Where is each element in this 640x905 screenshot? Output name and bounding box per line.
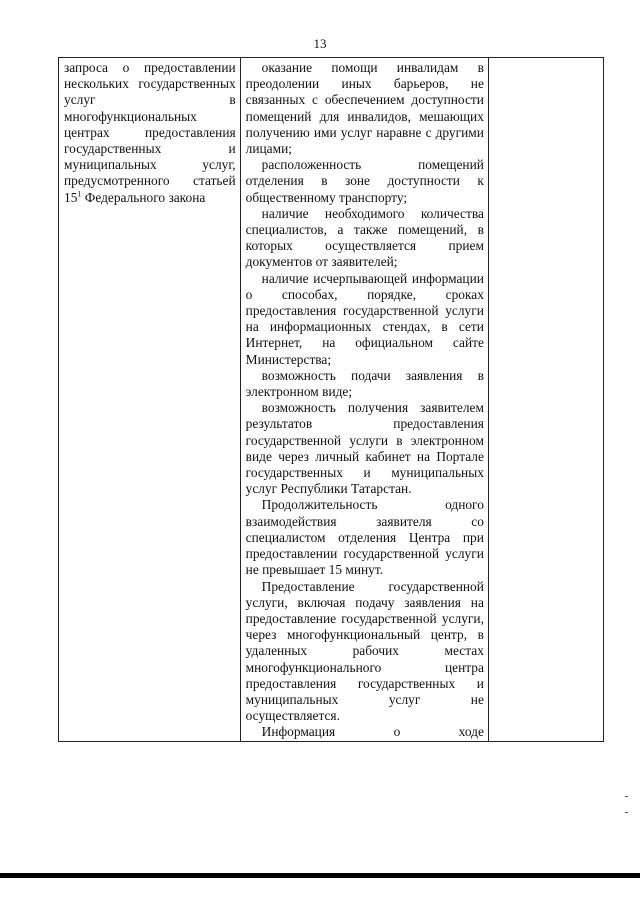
- scan-mark: [625, 812, 628, 813]
- paragraph: возможность получения заявителем результатов предоставления государственной услуги в электронном виде через личный кабинет на Портале государственных и муниципальных услуг Республики Татарстан.: [245, 400, 484, 497]
- page-number: 13: [313, 36, 327, 51]
- paragraph: наличие необходимого количества специалистов, а также помещений, в которых осуществляется прием документов от заявителей;: [245, 205, 484, 270]
- paragraph: оказание помощи инвалидам в преодолении иных барьеров, не связанных с обеспечением доступности помещений для инвалидов, мешающих получению ими услуг наравне с другими лицами;: [245, 60, 484, 157]
- superscript: 1: [77, 189, 82, 199]
- paragraph: Продолжительность одного взаимодействия заявителя со специалистом отделения Центра при предоставлении государственной услуги не превышает 15 минут.: [245, 497, 484, 578]
- scan-mark: [625, 796, 628, 797]
- table-cell-requirements: [240, 58, 488, 742]
- table-cell-document-name: [59, 58, 241, 742]
- paragraph: расположенность помещений отделения в зоне доступности к общественному транспорту;: [245, 157, 484, 205]
- col1-text: запроса о предоставлении нескольких государственных услуг в многофункциональных центрах предоставления государственных и муниципальных услуг, предусмотренного статьей 15: [64, 60, 236, 205]
- cell-text: [64, 60, 236, 206]
- paragraph: наличие исчерпывающей информации о способах, порядке, сроках предоставления государственной услуги на информационных стендах, в сети Интернет, на официальном сайте Министерства;: [245, 270, 484, 367]
- paragraph: Информация о ходе: [261, 724, 484, 740]
- requirements-text: [246, 60, 484, 741]
- col1-text-end: Федерального закона: [81, 189, 206, 205]
- paragraph: Предоставление государственной услуги, включая подачу заявления на предоставление государственной услуги, через многофункциональный центр, в удаленных рабочих местах многофункционального центра предоставления государственных и муниципальных услуг не осуществляется.: [245, 578, 484, 724]
- table-cell-empty: [488, 58, 603, 742]
- paragraph: возможность подачи заявления в электронном виде;: [245, 367, 484, 400]
- document-table: [58, 57, 604, 742]
- bottom-border: [0, 873, 640, 878]
- table-row: [59, 58, 604, 742]
